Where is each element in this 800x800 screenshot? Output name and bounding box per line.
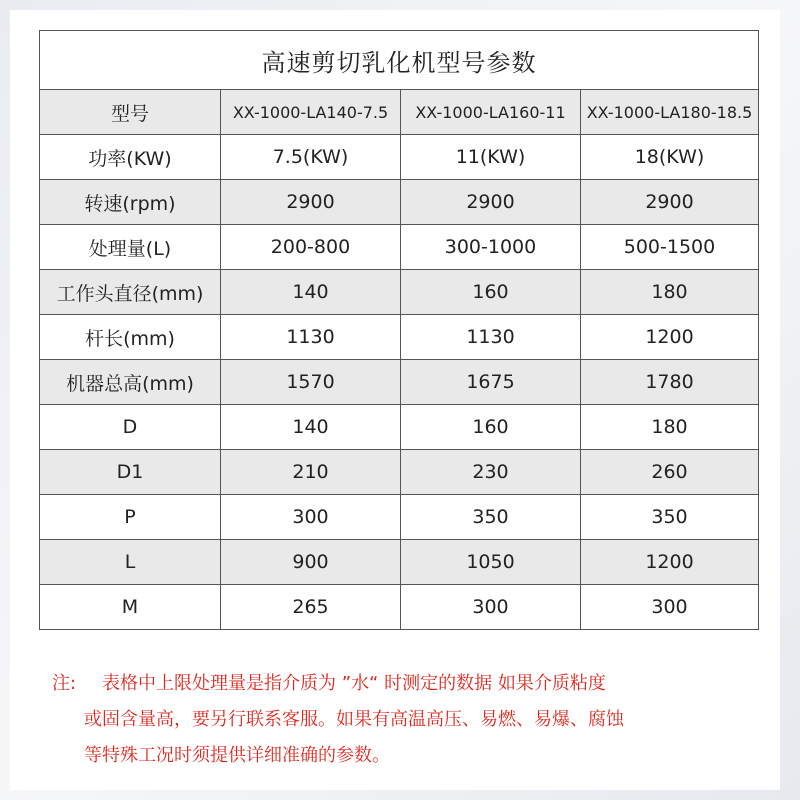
row-value-model-2: 1050: [401, 540, 581, 585]
row-label: 转速(rpm): [40, 180, 221, 225]
row-value-model-3: 300: [581, 585, 759, 630]
row-value-model-1: 265: [221, 585, 401, 630]
row-value-model-3: 180: [581, 405, 759, 450]
row-label: 工作头直径(mm): [40, 270, 221, 315]
row-label: M: [40, 585, 221, 630]
row-value-model-3: 350: [581, 495, 759, 540]
row-value-model-2: 11(KW): [401, 135, 581, 180]
row-value-model-3: 1200: [581, 315, 759, 360]
header-model-1: XX-1000-LA140-7.5: [221, 90, 401, 135]
row-label: D1: [40, 450, 221, 495]
row-label: 机器总高(mm): [40, 360, 221, 405]
row-value-model-1: 1570: [221, 360, 401, 405]
row-value-model-1: 7.5(KW): [221, 135, 401, 180]
row-value-model-3: 1780: [581, 360, 759, 405]
footnote-line-2: 或固含量高，要另行联系客服。如果有高温高压、易燃、易爆、腐蚀: [84, 709, 624, 730]
table-row: [40, 540, 759, 585]
row-value-model-2: 300-1000: [401, 225, 581, 270]
row-value-model-2: 160: [401, 270, 581, 315]
row-value-model-2: 1675: [401, 360, 581, 405]
row-label: L: [40, 540, 221, 585]
table-row: [40, 180, 759, 225]
row-value-model-1: 2900: [221, 180, 401, 225]
row-value-model-3: 180: [581, 270, 759, 315]
row-value-model-1: 210: [221, 450, 401, 495]
footnote-line-1: 表格中上限处理量是指介质为 ”水“ 时测定的数据 如果介质粘度: [102, 673, 606, 694]
table-row: [40, 135, 759, 180]
row-value-model-2: 230: [401, 450, 581, 495]
table-row: [40, 360, 759, 405]
row-value-model-1: 900: [221, 540, 401, 585]
row-value-model-3: 1200: [581, 540, 759, 585]
row-value-model-3: 260: [581, 450, 759, 495]
row-label: 杆长(mm): [40, 315, 221, 360]
row-value-model-1: 300: [221, 495, 401, 540]
table-row: [40, 405, 759, 450]
table-row: [40, 450, 759, 495]
row-label: P: [40, 495, 221, 540]
header-model-3: XX-1000-LA180-18.5: [581, 90, 759, 135]
table-header-row: [40, 90, 759, 135]
table-row: [40, 270, 759, 315]
header-label: 型号: [40, 90, 221, 135]
row-value-model-2: 1130: [401, 315, 581, 360]
row-value-model-2: 350: [401, 495, 581, 540]
table-row: [40, 585, 759, 630]
table-row: [40, 225, 759, 270]
row-value-model-3: 500-1500: [581, 225, 759, 270]
row-label: 功率(KW): [40, 135, 221, 180]
header-model-2: XX-1000-LA160-11: [401, 90, 581, 135]
row-value-model-1: 200-800: [221, 225, 401, 270]
row-value-model-2: 2900: [401, 180, 581, 225]
table-title-row: [40, 31, 759, 90]
row-value-model-2: 300: [401, 585, 581, 630]
row-value-model-1: 1130: [221, 315, 401, 360]
footnote-tag: 注:: [52, 673, 77, 694]
row-value-model-2: 160: [401, 405, 581, 450]
footnote: [52, 666, 762, 774]
footnote-line-3: 等特殊工况时须提供详细准确的参数。: [84, 745, 390, 766]
row-value-model-1: 140: [221, 405, 401, 450]
row-label: 处理量(L): [40, 225, 221, 270]
spec-table: [39, 30, 759, 630]
table-title: 高速剪切乳化机型号参数: [40, 31, 759, 90]
row-value-model-3: 2900: [581, 180, 759, 225]
table-row: [40, 495, 759, 540]
row-value-model-3: 18(KW): [581, 135, 759, 180]
row-value-model-1: 140: [221, 270, 401, 315]
row-label: D: [40, 405, 221, 450]
table-row: [40, 315, 759, 360]
